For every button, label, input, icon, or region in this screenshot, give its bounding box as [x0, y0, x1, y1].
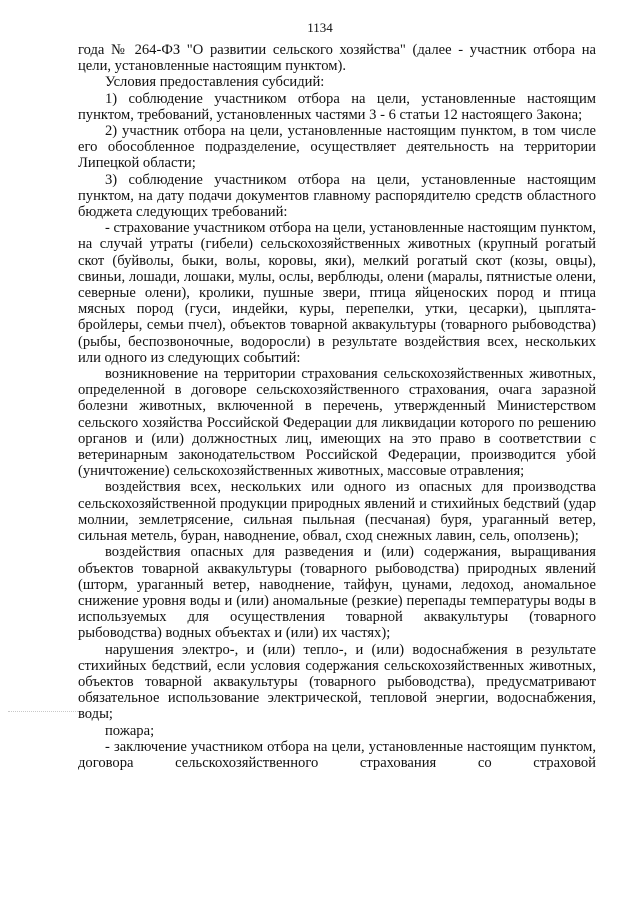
document-body — [78, 42, 596, 771]
paragraph: - страхование участником отбора на цели, установленные настоящим пунктом, на случай утраты (гибели) сельскохозяйственных животных (крупный рогатый скот (буйволы, быки, волы, коровы, яки), мелкий рогатый скот (козы, овцы), свиньи, лошади, лошаки, мулы, ослы, верблюды, олени (маралы, пятнистые олени, северные олени), кролики, пушные звери, птица яйценоских пород и птица мясных пород (гуси, индейки, куры, перепелки, утки, цесарки), цыплята-бройлеры, семьи пчел), объектов товарной аквакультуры (товарного рыбоводства) (рыбы, беспозвоночные, водоросли) в результате воздействия всех, нескольких или одного из следующих событий: — [78, 220, 596, 366]
paragraph: 3) соблюдение участником отбора на цели, установленные настоящим пунктом, на дату подачи документов главному распорядителю средств областного бюджета следующих требований: — [78, 171, 596, 221]
scan-artifact — [8, 711, 78, 713]
paragraph: года № 264-ФЗ "О развитии сельского хозяйства" (далее - участник отбора на цели, установленные настоящим пунктом). — [78, 42, 596, 75]
paragraph: возникновение на территории страхования сельскохозяйственных животных, определенной в договоре сельскохозяйственного страхования, очага заразной болезни животных, включенной в перечень, утвержденный Министерством сельского хозяйства Российской Федерации для ликвидации которого по решению органов и (или) должностных лиц, имеющих на это право в соответствии с ветеринарным законодательством Российской Федерации, производится убой (уничтожение) сельскохозяйственных животных, массовые отравления; — [78, 366, 596, 480]
paragraph: воздействия опасных для разведения и (или) содержания, выращивания объектов товарной аквакультуры (товарного рыбоводства) природных явлений (шторм, ураганный ветер, наводнение, тайфун, цунами, ледоход, аномальное снижение уровня воды и (или) аномальные (резкие) перепады температуры воды в используемых для осуществления товарной аквакультуры (товарного рыбоводства) водных объектах и (или) их частях); — [78, 544, 596, 642]
paragraph: 1) соблюдение участником отбора на цели, установленные настоящим пунктом, требований, установленных частями 3 - 6 статьи 12 настоящего Закона; — [78, 90, 596, 123]
paragraph: воздействия всех, нескольких или одного из опасных для производства сельскохозяйственной продукции природных явлений и стихийных бедствий (удар молнии, землетрясение, сильная пыльная (песчаная) буря, ураганный ветер, сильная метель, буран, наводнение, обвал, сход снежных лавин, сель, оползень); — [78, 479, 596, 545]
paragraph: - заключение участником отбора на цели, установленные настоящим пунктом, договора сельскохозяйственного страхования со страховой — [78, 738, 596, 771]
paragraph: пожара; — [105, 722, 155, 739]
paragraph: 2) участник отбора на цели, установленные настоящим пунктом, в том числе его обособленное подразделение, осуществляет деятельность на территории Липецкой области; — [78, 123, 596, 172]
paragraph: нарушения электро-, и (или) тепло-, и (или) водоснабжения в результате стихийных бедствий, если условия содержания сельскохозяйственных животных, объектов товарной аквакультуры (товарного рыбоводства), предусматривают обязательное использование электрической, тепловой энергии, водоснабжения, воды; — [78, 641, 596, 723]
paragraph: Условия предоставления субсидий: — [105, 74, 325, 91]
page-number: 1134 — [307, 20, 333, 35]
